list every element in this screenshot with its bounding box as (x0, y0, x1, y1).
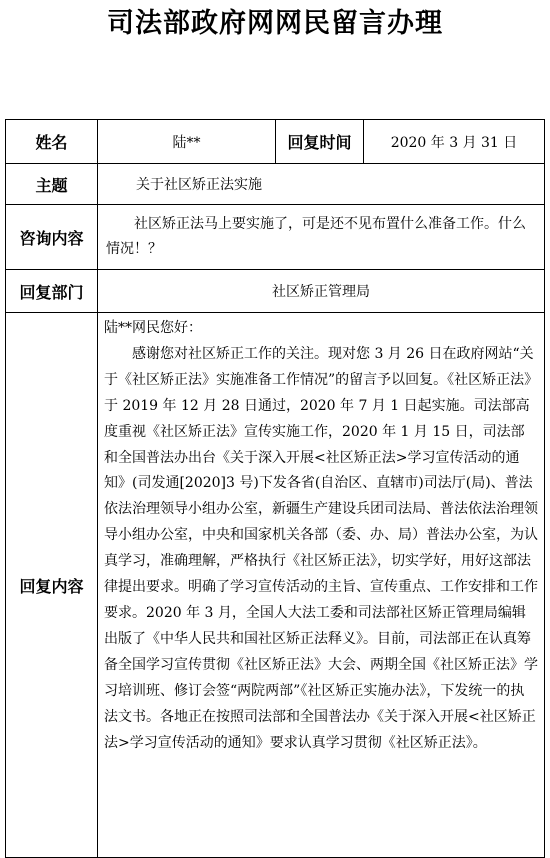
consult-content-text: 社区矫正法马上要实施了，可是还不见布置什么准备工作。什么情况！？ (106, 216, 526, 257)
label-reply-department: 回复部门 (6, 270, 98, 313)
name-value: 陆** (98, 120, 276, 164)
label-subject: 主题 (6, 164, 98, 205)
row-consult (6, 205, 545, 270)
label-reply-time: 回复时间 (276, 120, 364, 164)
reply-greeting: 陆**网民您好： (104, 320, 202, 336)
page-title: 司法部政府网网民留言办理 (107, 8, 443, 39)
row-name (6, 120, 545, 164)
label-name: 姓名 (6, 120, 98, 164)
label-reply-content: 回复内容 (6, 313, 98, 858)
row-department (6, 270, 545, 313)
subject-value: 关于社区矫正法实施 (98, 164, 545, 205)
row-subject (6, 164, 545, 205)
reply-time-value: 2020 年 3 月 31 日 (364, 120, 545, 164)
reply-content-cell (98, 313, 545, 858)
reply-body: 感谢您对社区矫正工作的关注。现对您 3 月 26 日在政府网站“关于《社区矫正法》实施准备工作情况”的留言予以回复。《社区矫正法》于 2019 年 12 月 28 日通过，2020 年 7 月 1 日起实施。司法部高度重视《社区矫正法》宣传实施工作，2020 年 1 月 15 日，司法部和全国普法办出台《关于深入开展<社区矫正法>学习宣传活动的通知》(司发通[2020]3 号)下发各省(自治区、直辖市)司法厅(局)、普法依法治理领导小组办公室，新疆生产建设兵团司法局、普法依法治理领导小组办公室，中央和国家机关各部（委、办、局）普法办公室，为认真学习，准确理解，严格执行《社区矫正法》，切实学好，用好这部法律提出要求。明确了学习宣传活动的主旨、宣传重点、工作安排和工作要求。2020 年 3 月，全国人大法工委和司法部社区矫正管理局编辑出版了《中华人民共和国社区矫正法释义》。目前，司法部正在认真筹备全国学习宣传贯彻《社区矫正法》大会、两期全国《社区矫正法》学习培训班、修订会签“两院两部”《社区矫正实施办法》，下发统一的执法文书。各地正在按照司法部和全国普法办《关于深入开展<社区矫正法>学习宣传活动的通知》要求认真学习贯彻《社区矫正法》。 (104, 345, 538, 751)
row-reply (6, 313, 545, 858)
message-form-table (5, 119, 545, 858)
label-consult-content: 咨询内容 (6, 205, 98, 270)
consult-content-cell (98, 205, 545, 270)
reply-department-value: 社区矫正管理局 (98, 270, 545, 313)
